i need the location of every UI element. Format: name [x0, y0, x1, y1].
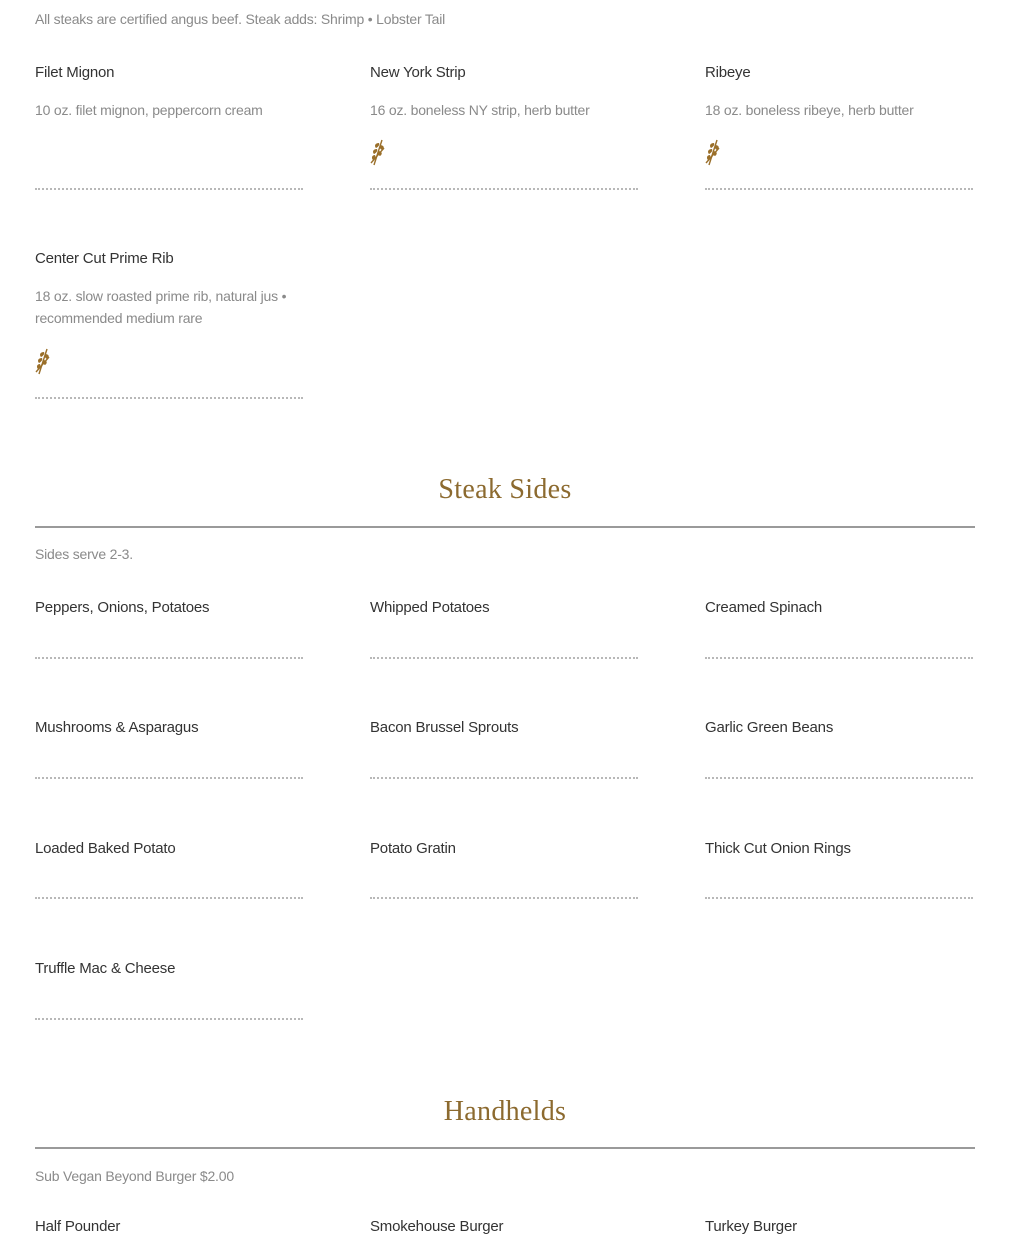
item-description: 18 oz. slow roasted prime rib, natural jus • recommended medium rare [35, 288, 287, 326]
item-description: 16 oz. boneless NY strip, herb butter [370, 102, 590, 118]
handhelds-note: Sub Vegan Beyond Burger $2.00 [35, 1168, 234, 1184]
dotted-divider [35, 1018, 303, 1020]
item-name: Mushrooms & Asparagus [35, 719, 199, 736]
dotted-divider [705, 777, 973, 779]
item-description: 18 oz. boneless ribeye, herb butter [705, 102, 914, 118]
steaks-note: All steaks are certified angus beef. Steak adds: Shrimp • Lobster Tail [35, 11, 446, 27]
section-divider [35, 1147, 975, 1149]
item-name: Half Pounder [35, 1218, 121, 1235]
dotted-divider [705, 188, 973, 190]
item-name: Truffle Mac & Cheese [35, 960, 176, 977]
dotted-divider [370, 657, 638, 659]
item-name: Loaded Baked Potato [35, 840, 176, 857]
dotted-divider [370, 897, 638, 899]
gluten-free-wheat-icon [705, 138, 721, 166]
item-name: Whipped Potatoes [370, 599, 490, 616]
item-name: Ribeye [705, 64, 751, 81]
dotted-divider [370, 188, 638, 190]
item-name: Peppers, Onions, Potatoes [35, 599, 210, 616]
item-name: Bacon Brussel Sprouts [370, 719, 519, 736]
item-description: 10 oz. filet mignon, peppercorn cream [35, 102, 263, 118]
item-name: Thick Cut Onion Rings [705, 840, 851, 857]
item-name: Smokehouse Burger [370, 1218, 504, 1235]
item-name: Turkey Burger [705, 1218, 797, 1235]
steak-sides-note: Sides serve 2-3. [35, 546, 133, 562]
item-name: Potato Gratin [370, 840, 456, 857]
item-name: New York Strip [370, 64, 466, 81]
gluten-free-wheat-icon [35, 347, 51, 375]
dotted-divider [35, 777, 303, 779]
dotted-divider [705, 657, 973, 659]
dotted-divider [35, 397, 303, 399]
dotted-divider [35, 657, 303, 659]
item-name: Creamed Spinach [705, 599, 823, 616]
section-title-handhelds: Handhelds [443, 1096, 567, 1127]
dotted-divider [705, 897, 973, 899]
dotted-divider [35, 188, 303, 190]
section-divider [35, 526, 975, 528]
dotted-divider [35, 897, 303, 899]
gluten-free-wheat-icon [370, 138, 386, 166]
section-title-steak-sides: Steak Sides [438, 474, 572, 505]
item-name: Center Cut Prime Rib [35, 250, 174, 267]
dotted-divider [370, 777, 638, 779]
item-name: Filet Mignon [35, 64, 115, 81]
item-name: Garlic Green Beans [705, 719, 834, 736]
